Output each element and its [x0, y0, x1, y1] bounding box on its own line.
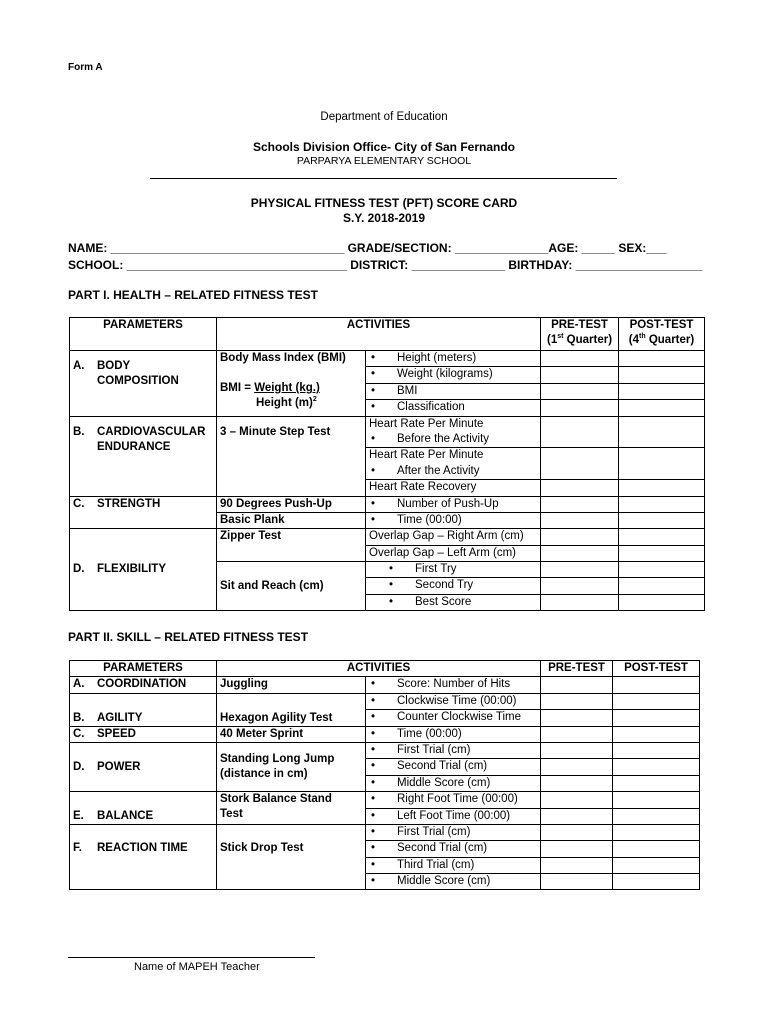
activity-heading: Overlap Gap – Right Arm (cm)	[366, 529, 541, 545]
pre-test-cell[interactable]	[541, 726, 613, 742]
pre-test-cell[interactable]	[541, 383, 619, 399]
param-balance	[70, 792, 217, 825]
post-test-cell[interactable]	[619, 496, 705, 512]
param-name: POWER	[97, 760, 141, 773]
post-test-cell[interactable]	[613, 824, 700, 840]
pre-test-cell[interactable]	[541, 448, 619, 464]
param-name: ENDURANCE	[97, 440, 171, 453]
param-letter: D.	[73, 760, 85, 773]
param-letter: E.	[73, 809, 84, 822]
test-sit-reach: Sit and Reach (cm)	[217, 562, 366, 611]
activity-item: • Height (meters)	[366, 351, 541, 367]
activity-item: • Second Try	[366, 578, 541, 594]
param-name: BODY	[97, 360, 131, 372]
skill-fitness-table	[69, 660, 700, 890]
test-name: Test	[220, 808, 243, 821]
param-letter: B.	[73, 711, 85, 724]
param-power	[70, 742, 217, 791]
header-divider	[150, 178, 617, 179]
activity-item: • Score: Number of Hits	[366, 677, 541, 693]
activity-item: • Before the Activity	[366, 432, 541, 448]
col-parameters: PARAMETERS	[70, 661, 217, 677]
activity-heading: Heart Rate Recovery	[366, 480, 541, 496]
post-test-cell[interactable]	[619, 464, 705, 480]
pre-test-cell[interactable]	[541, 496, 619, 512]
activity-item: • Counter Clockwise Time	[366, 710, 541, 726]
pre-test-cell[interactable]	[541, 857, 613, 873]
param-name: COMPOSITION	[97, 375, 179, 387]
post-test-label: POST-TEST	[629, 319, 694, 331]
param-letter: C.	[73, 497, 85, 510]
activity-item: • Weight (kilograms)	[366, 367, 541, 383]
post-test-cell[interactable]	[613, 710, 700, 726]
post-test-cell[interactable]	[613, 874, 700, 890]
test-name: Standing Long Jump	[220, 753, 335, 766]
test-juggling: Juggling	[217, 677, 366, 693]
pre-test-cell[interactable]	[541, 742, 613, 758]
post-test-cell[interactable]	[619, 416, 705, 432]
param-coordination	[70, 677, 217, 693]
student-info-line-2[interactable]: SCHOOL: _________________________________ DISTRICT: ______________ BIRTHDAY: ___________________	[68, 258, 703, 272]
pre-test-cell[interactable]	[541, 512, 619, 528]
activity-item: • Middle Score (cm)	[366, 874, 541, 890]
health-fitness-table	[69, 317, 705, 611]
pre-test-cell[interactable]	[541, 545, 619, 561]
pre-test-cell[interactable]	[541, 710, 613, 726]
pre-test-cell[interactable]	[541, 432, 619, 448]
activity-heading: Heart Rate Per Minute	[366, 448, 541, 464]
post-test-cell[interactable]	[619, 594, 705, 610]
param-speed	[70, 726, 217, 742]
post-test-cell[interactable]	[613, 742, 700, 758]
pre-test-cell[interactable]	[541, 480, 619, 496]
pre-test-cell[interactable]	[541, 464, 619, 480]
test-zipper: Zipper Test	[217, 529, 366, 562]
pre-test-cell[interactable]	[541, 874, 613, 890]
post-test-cell[interactable]	[619, 578, 705, 594]
test-name: Body Mass Index (BMI)	[220, 352, 346, 364]
activity-heading: Heart Rate Per Minute	[366, 416, 541, 432]
param-agility	[70, 693, 217, 726]
test-plank: Basic Plank	[217, 512, 366, 528]
post-test-cell[interactable]	[613, 792, 700, 808]
pre-test-cell[interactable]	[541, 841, 613, 857]
activity-item: • Right Foot Time (00:00)	[366, 792, 541, 808]
pre-test-cell[interactable]	[541, 578, 619, 594]
post-quarter-b: Quarter)	[645, 334, 695, 346]
param-letter: B.	[73, 425, 85, 438]
test-hexagon: Hexagon Agility Test	[217, 693, 366, 726]
param-name: CARDIOVASCULAR	[97, 425, 206, 438]
signature-line[interactable]	[68, 957, 315, 958]
bmi-formula-denominator: Height (m)	[256, 397, 313, 409]
bmi-formula-label: BMI =	[220, 382, 255, 394]
part2-title: PART II. SKILL – RELATED FITNESS TEST	[68, 630, 309, 644]
param-letter: A.	[73, 360, 85, 372]
division-line: Schools Division Office- City of San Fernando	[252, 140, 516, 154]
param-letter: C.	[73, 727, 85, 740]
post-quarter-sup: th	[639, 333, 646, 341]
activity-item: • Time (00:00)	[366, 512, 541, 528]
post-quarter-a: (4	[628, 334, 640, 346]
activity-item: • First Trial (cm)	[366, 742, 541, 758]
pre-test-cell[interactable]	[541, 351, 619, 367]
activity-item: • First Trial (cm)	[366, 824, 541, 840]
post-test-cell[interactable]	[619, 512, 705, 528]
card-title: PHYSICAL FITNESS TEST (PFT) SCORE CARD	[250, 196, 518, 210]
pre-quarter-sup: st	[557, 333, 564, 341]
pre-test-cell[interactable]	[541, 677, 613, 693]
bmi-formula-numerator: Weight (kg.)	[254, 382, 320, 394]
activity-item: • Middle Score (cm)	[366, 775, 541, 791]
pre-test-cell[interactable]	[541, 594, 619, 610]
activity-item: • Classification	[366, 400, 541, 416]
pre-test-cell[interactable]	[541, 416, 619, 432]
post-test-cell[interactable]	[619, 480, 705, 496]
post-test-cell[interactable]	[619, 383, 705, 399]
test-bmi	[217, 351, 366, 417]
post-test-cell[interactable]	[619, 529, 705, 545]
part1-title: PART I. HEALTH – RELATED FITNESS TEST	[68, 288, 319, 302]
pre-quarter-b: Quarter)	[563, 334, 613, 346]
student-info-line-1[interactable]: NAME: ___________________________________ GRADE/SECTION: ______________AGE: _____ SEX:___	[68, 241, 667, 255]
col-parameters: PARAMETERS	[70, 318, 217, 351]
post-test-cell[interactable]	[619, 448, 705, 464]
test-name: Stork Balance Stand	[220, 793, 332, 806]
param-name: STRENGTH	[97, 497, 161, 510]
param-name: AGILITY	[97, 711, 143, 724]
post-test-cell[interactable]	[613, 726, 700, 742]
pre-test-cell[interactable]	[541, 562, 619, 578]
activity-item: • First Try	[366, 562, 541, 578]
post-test-cell[interactable]	[619, 432, 705, 448]
activity-item: • BMI	[366, 383, 541, 399]
col-pre-test	[541, 318, 619, 351]
post-test-cell[interactable]	[619, 545, 705, 561]
test-push-up: 90 Degrees Push-Up	[217, 496, 366, 512]
post-test-cell[interactable]	[613, 775, 700, 791]
pre-test-cell[interactable]	[541, 367, 619, 383]
bmi-formula-exponent: 2	[312, 396, 317, 404]
post-test-cell[interactable]	[619, 351, 705, 367]
pre-test-cell[interactable]	[541, 400, 619, 416]
param-letter: D.	[73, 563, 85, 576]
post-test-cell[interactable]	[619, 367, 705, 383]
post-test-cell[interactable]	[613, 857, 700, 873]
param-name: REACTION TIME	[97, 841, 188, 854]
post-test-cell[interactable]	[619, 400, 705, 416]
test-step: 3 – Minute Step Test	[217, 416, 366, 496]
col-post-test	[619, 318, 705, 351]
param-flexibility	[70, 529, 217, 611]
param-strength	[70, 496, 217, 529]
activity-item: • Number of Push-Up	[366, 496, 541, 512]
pre-test-label: PRE-TEST	[551, 319, 608, 331]
pre-test-cell[interactable]	[541, 759, 613, 775]
activity-item: • Clockwise Time (00:00)	[366, 693, 541, 709]
param-cardiovascular	[70, 416, 217, 496]
pre-test-cell[interactable]	[541, 529, 619, 545]
param-letter: F.	[73, 841, 82, 854]
school-year: S.Y. 2018-2019	[342, 211, 426, 225]
test-stick-drop: Stick Drop Test	[217, 824, 366, 890]
activity-item: • Left Foot Time (00:00)	[366, 808, 541, 824]
col-activities: ACTIVITIES	[217, 318, 541, 351]
param-name: FLEXIBILITY	[97, 563, 166, 576]
test-sprint: 40 Meter Sprint	[217, 726, 366, 742]
param-letter: A.	[73, 678, 85, 691]
test-long-jump	[217, 742, 366, 791]
post-test-cell[interactable]	[613, 693, 700, 709]
pre-test-cell[interactable]	[541, 775, 613, 791]
pre-test-cell[interactable]	[541, 808, 613, 824]
school-name: PARPARYA ELEMENTARY SCHOOL	[296, 155, 472, 167]
pre-test-cell[interactable]	[541, 792, 613, 808]
activity-item: • Third Trial (cm)	[366, 857, 541, 873]
param-name: COORDINATION	[97, 678, 187, 691]
activity-item: • Second Trial (cm)	[366, 759, 541, 775]
post-test-cell[interactable]	[613, 841, 700, 857]
test-name: (distance in cm)	[220, 768, 308, 781]
activity-item: • After the Activity	[366, 464, 541, 480]
activity-item: • Best Score	[366, 594, 541, 610]
col-post-test: POST-TEST	[613, 661, 700, 677]
post-test-cell[interactable]	[613, 808, 700, 824]
post-test-cell[interactable]	[613, 759, 700, 775]
form-label: Form A	[68, 62, 103, 73]
pre-test-cell[interactable]	[541, 824, 613, 840]
param-body-composition	[70, 351, 217, 417]
activity-heading: Overlap Gap – Left Arm (cm)	[366, 545, 541, 561]
col-pre-test: PRE-TEST	[541, 661, 613, 677]
signature-label: Name of MAPEH Teacher	[134, 961, 260, 973]
pre-quarter-a: (1	[546, 334, 558, 346]
post-test-cell[interactable]	[613, 677, 700, 693]
activity-item: • Second Trial (cm)	[366, 841, 541, 857]
pre-test-cell[interactable]	[541, 693, 613, 709]
test-stork	[217, 792, 366, 825]
param-name: SPEED	[97, 727, 136, 740]
col-activities: ACTIVITIES	[217, 661, 541, 677]
activity-item: • Time (00:00)	[366, 726, 541, 742]
param-reaction-time	[70, 824, 217, 890]
param-name: BALANCE	[97, 809, 154, 822]
post-test-cell[interactable]	[619, 562, 705, 578]
department-line: Department of Education	[320, 111, 448, 123]
